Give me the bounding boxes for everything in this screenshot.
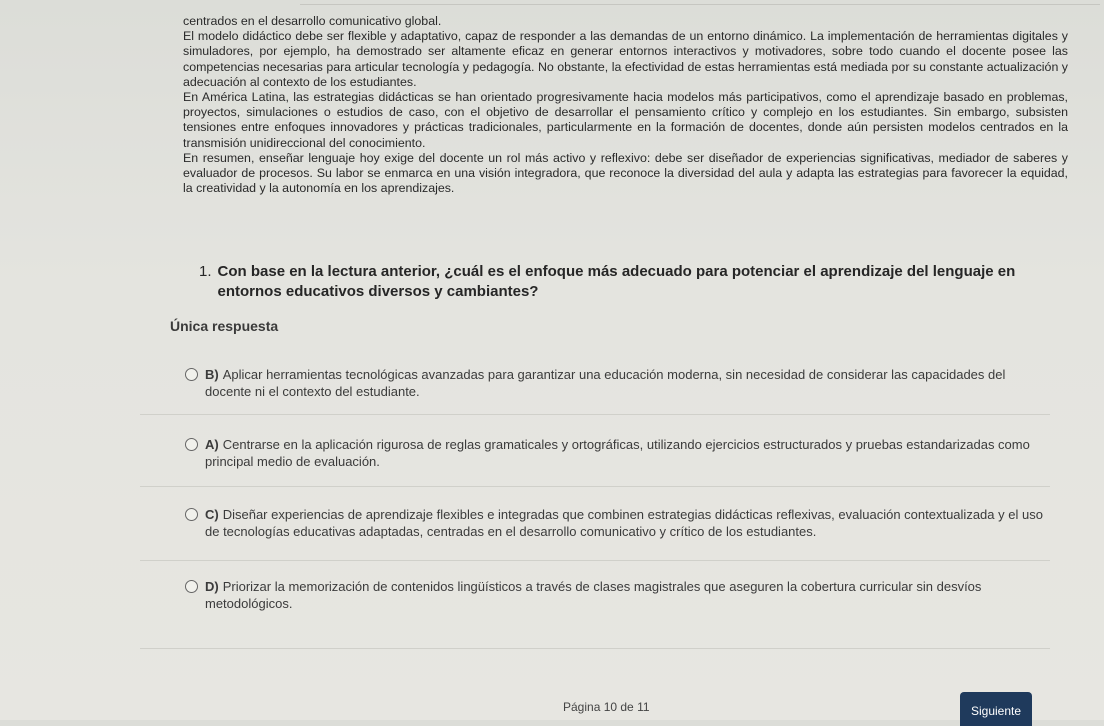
passage-paragraph-1: El modelo didáctico debe ser flexible y adaptativo, capaz de responder a las demandas de un entorno dinámico. La implementación de herramientas digitales y simuladores, por ejemplo, ha demostrado ser altamente eficaz en generar entornos interactivos y motivadores, sobre todo cuando el docente posee las competencias necesarias para articular tecnología y pedagogía. No obstante, la efectividad de estas herramientas está mediada por su constante actualización y adecuación al contexto de los estudiantes.: [183, 29, 1068, 89]
question-text: Con base en la lectura anterior, ¿cuál es el enfoque más adecuado para potenciar el aprendizaje del lenguaje en entornos educativos diversos y cambiantes?: [217, 263, 1016, 300]
response-type-label: Única respuesta: [170, 318, 279, 334]
option-divider: [140, 560, 1050, 561]
option-label: Diseñar experiencias de aprendizaje flexibles e integradas que combinen estrategias didácticas reflexivas, evaluación contextualizada y el uso de tecnologías educativas adaptadas, centradas en el desarrollo comunicativo y crítico de los estudiantes.: [205, 507, 1043, 539]
next-button[interactable]: Siguiente: [960, 692, 1032, 726]
radio-button-icon[interactable]: [185, 438, 198, 451]
option-letter: B): [205, 367, 219, 382]
radio-button-icon[interactable]: [185, 580, 198, 593]
question-block: [199, 262, 1057, 302]
option-d[interactable]: [185, 578, 1045, 612]
option-divider: [140, 648, 1050, 649]
passage-paragraph-2: En América Latina, las estrategias didácticas se han orientado progresivamente hacia modelos más participativos, como el aprendizaje basado en problemas, proyectos, simulaciones o estudios de caso, con el objetivo de desarrollar el pensamiento crítico y complejo en los estudiantes. Sin embargo, subsisten tensiones entre enfoques innovadores y prácticas tradicionales, particularmente en la formación de docentes, donde aún persisten modelos centrados en la transmisión unidireccional del conocimiento.: [183, 90, 1068, 150]
faded-top-text-line: [300, 4, 1100, 5]
option-divider: [140, 414, 1050, 415]
option-label: Priorizar la memorización de contenidos lingüísticos a través de clases magistrales que aseguren la cobertura curricular sin desvíos metodológicos.: [205, 579, 982, 611]
option-c[interactable]: [185, 506, 1045, 540]
option-c-text: [205, 506, 1045, 540]
option-b[interactable]: [185, 366, 1045, 400]
option-a[interactable]: [185, 436, 1045, 470]
option-b-text: [205, 366, 1045, 400]
page-indicator: Página 10 de 11: [563, 700, 650, 714]
reading-passage: [183, 14, 1068, 196]
option-divider: [140, 486, 1050, 487]
radio-button-icon[interactable]: [185, 508, 198, 521]
option-a-text: [205, 436, 1045, 470]
option-d-text: [205, 578, 1045, 612]
option-letter: C): [205, 507, 219, 522]
option-letter: A): [205, 437, 219, 452]
option-label: Aplicar herramientas tecnológicas avanzadas para garantizar una educación moderna, sin necesidad de considerar las capacidades del docente ni el contexto del estudiante.: [205, 367, 1006, 399]
passage-paragraph-0: centrados en el desarrollo comunicativo global.: [183, 14, 442, 28]
option-letter: D): [205, 579, 219, 594]
option-label: Centrarse en la aplicación rigurosa de reglas gramaticales y ortográficas, utilizando ejercicios estructurados y pruebas estandarizadas como principal medio de evaluación.: [205, 437, 1030, 469]
radio-button-icon[interactable]: [185, 368, 198, 381]
question-number: 1.: [199, 263, 212, 280]
passage-paragraph-3: En resumen, enseñar lenguaje hoy exige del docente un rol más activo y reflexivo: debe ser diseñador de experiencias significativas, mediador de saberes y evaluador de procesos. Su labor se enmarca en una visión integradora, que reconoce la diversidad del aula y adapta las estrategias para favorecer la equidad, la creatividad y la autonomía en los aprendizajes.: [183, 150, 1068, 196]
